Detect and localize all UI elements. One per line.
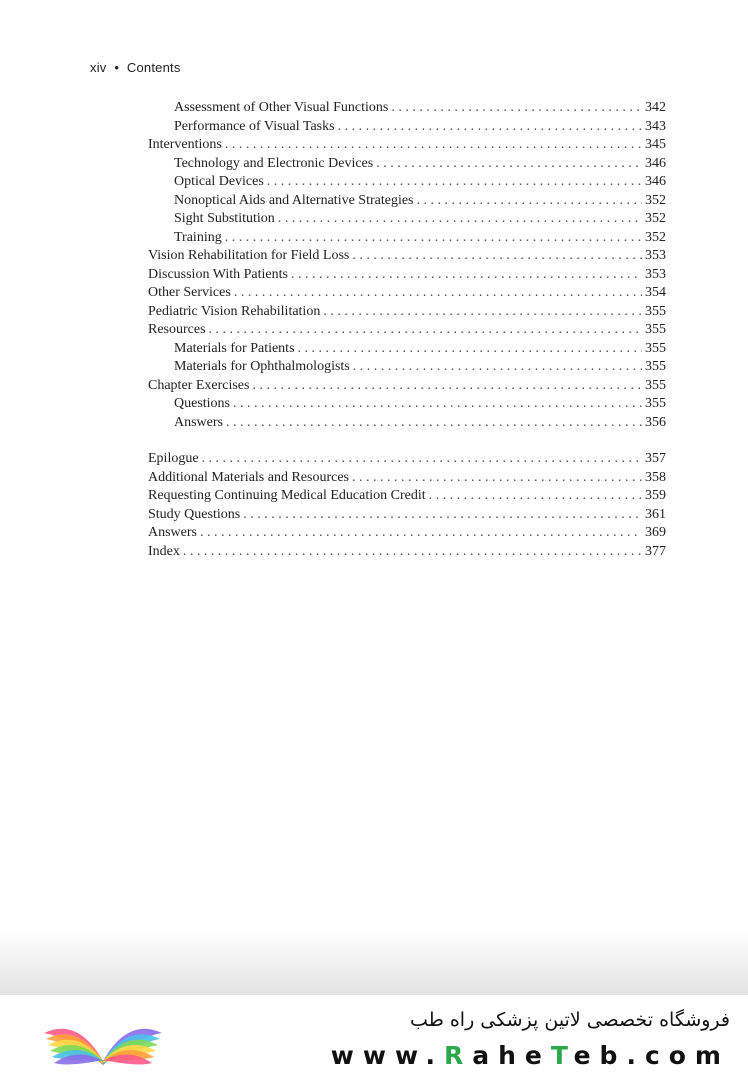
watermark-banner	[0, 995, 748, 1080]
toc-entry-page: 353	[645, 248, 666, 263]
dot-leader	[278, 210, 642, 229]
dot-leader	[226, 414, 642, 433]
toc-entry	[148, 173, 666, 192]
toc-entry-page: 345	[645, 137, 666, 152]
toc-entry	[148, 284, 666, 303]
toc-entry	[148, 506, 666, 525]
toc-entry-title: Materials for Patients	[174, 340, 295, 356]
dot-leader	[429, 487, 642, 506]
toc-entry-page: 361	[645, 506, 666, 522]
url-prefix: www.	[330, 1041, 444, 1070]
toc-entry-page: 342	[645, 100, 666, 115]
dot-leader	[200, 524, 642, 543]
dot-leader	[352, 247, 642, 266]
url-r: R	[443, 1041, 473, 1070]
toc-entry-title: Resources	[148, 322, 206, 337]
toc-entry-page: 355	[645, 303, 666, 319]
toc-entry	[148, 247, 666, 266]
toc-entry-page: 357	[645, 451, 666, 466]
toc-entry-title: Answers	[148, 525, 197, 540]
toc-entry	[148, 377, 666, 396]
toc-entry-page: 369	[645, 525, 666, 540]
toc-entry-title: Answers	[174, 414, 223, 430]
toc-entry-page: 355	[645, 322, 666, 337]
toc-entry-page: 346	[645, 155, 666, 171]
toc-entry	[148, 155, 666, 174]
toc-entry-title: Chapter Exercises	[148, 377, 250, 393]
toc-entry-title: Optical Devices	[174, 174, 264, 189]
dot-leader	[252, 377, 642, 396]
dot-leader	[267, 173, 642, 192]
dot-leader	[209, 321, 642, 340]
toc-entry-title: Pediatric Vision Rehabilitation	[148, 303, 321, 319]
toc-entry-title: Nonoptical Aids and Alternative Strategies	[174, 192, 414, 208]
toc-entry	[148, 136, 666, 155]
toc-entry	[148, 340, 666, 359]
toc-entry	[148, 414, 666, 433]
url-t: T	[550, 1041, 574, 1070]
toc-entry	[148, 469, 666, 488]
toc-entry-page: 355	[645, 377, 666, 393]
dot-leader	[225, 136, 642, 155]
dot-leader	[298, 340, 642, 359]
toc-entry-title: Performance of Visual Tasks	[174, 118, 335, 134]
dot-leader	[391, 99, 642, 118]
url-ahe: ahe	[472, 1041, 551, 1070]
toc-entry	[148, 192, 666, 211]
dot-leader	[376, 155, 642, 174]
toc-entry-title: Additional Materials and Resources	[148, 469, 350, 485]
url-suffix: eb.com	[573, 1041, 730, 1070]
dot-leader	[243, 506, 642, 525]
dot-leader	[291, 266, 642, 285]
toc-entry-page: 355	[645, 359, 666, 374]
shop-name: فروشگاه تخصصی لاتین پزشکی راه طب	[410, 1009, 730, 1031]
open-book-logo-icon	[38, 1003, 168, 1069]
toc-entry-title: Index	[148, 543, 180, 559]
dot-leader	[417, 192, 642, 211]
page-bottom-shadow	[0, 930, 748, 1000]
dot-leader	[323, 303, 642, 322]
toc-entry-title: Other Services	[148, 285, 231, 300]
toc-entry	[148, 210, 666, 229]
toc-entry-title: Epilogue	[148, 451, 199, 466]
toc-entry	[148, 450, 666, 469]
dot-leader	[353, 358, 642, 377]
toc-entry-title: Requesting Continuing Medical Education Credit	[148, 488, 426, 503]
toc-entry	[148, 118, 666, 137]
running-header	[90, 60, 181, 75]
header-title: Contents	[126, 60, 181, 75]
table-of-contents	[148, 99, 666, 561]
toc-entry-page: 359	[645, 488, 666, 503]
toc-entry	[148, 303, 666, 322]
toc-entry-title: Discussion With Patients	[148, 266, 288, 282]
toc-entry-page: 356	[645, 414, 666, 430]
toc-entry	[148, 395, 666, 414]
toc-entry-page: 354	[645, 285, 666, 300]
toc-entry-page: 352	[645, 192, 666, 208]
toc-entry-title: Sight Substitution	[174, 211, 275, 226]
toc-entry-page: 343	[645, 118, 666, 134]
dot-leader	[352, 469, 642, 488]
toc-entry-title: Training	[174, 229, 222, 245]
toc-entry-page: 352	[645, 229, 666, 245]
toc-entry-page: 358	[645, 469, 666, 485]
dot-leader	[202, 450, 642, 469]
page-number-roman: xiv	[90, 60, 107, 75]
toc-entry-title: Interventions	[148, 137, 222, 152]
toc-entry-title: Study Questions	[148, 506, 241, 522]
toc-entry	[148, 487, 666, 506]
shop-url	[331, 1041, 730, 1070]
toc-entry	[148, 266, 666, 285]
toc-entry-page: 352	[645, 211, 666, 226]
toc-entry-title: Materials for Ophthalmologists	[174, 359, 350, 374]
toc-entry	[148, 321, 666, 340]
toc-entry	[148, 524, 666, 543]
toc-entry	[148, 99, 666, 118]
toc-entry-title: Vision Rehabilitation for Field Loss	[148, 248, 350, 263]
dot-leader	[225, 229, 642, 248]
toc-entry-page: 355	[645, 340, 666, 356]
dot-leader	[338, 118, 642, 137]
toc-entry-title: Questions	[174, 396, 230, 411]
toc-entry-page: 355	[645, 396, 666, 411]
toc-entry-title: Assessment of Other Visual Functions	[174, 100, 389, 115]
toc-entry	[148, 229, 666, 248]
toc-entry	[148, 358, 666, 377]
toc-entry-page: 353	[645, 266, 666, 282]
toc-entry-title: Technology and Electronic Devices	[174, 155, 374, 171]
dot-leader	[234, 284, 642, 303]
dot-leader	[183, 543, 642, 562]
header-bullet: •	[114, 60, 120, 75]
toc-entry-page: 346	[645, 174, 666, 189]
toc-entry-page: 377	[645, 543, 666, 559]
dot-leader	[233, 395, 642, 414]
toc-entry	[148, 543, 666, 562]
